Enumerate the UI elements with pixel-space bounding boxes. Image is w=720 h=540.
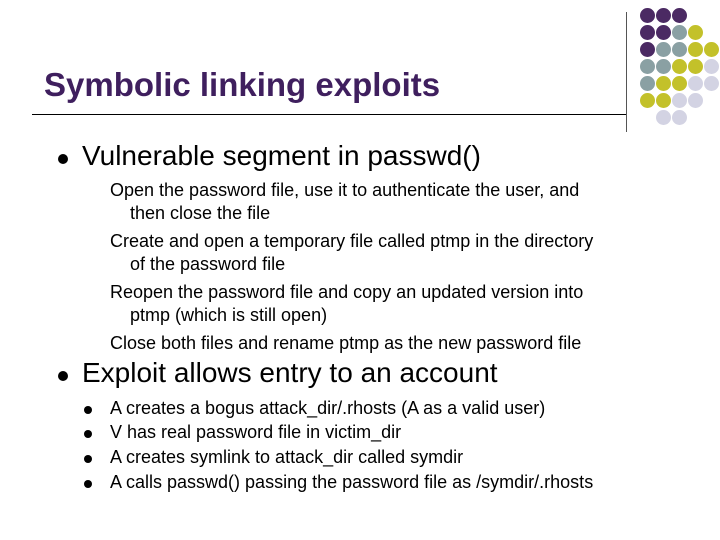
bullet-icon: [84, 455, 92, 463]
dot: [656, 110, 671, 125]
sub-item: [110, 281, 583, 326]
dot: [640, 42, 655, 57]
bullet-icon: [84, 480, 92, 488]
sub-item-line: Open the password file, use it to authenticate the user, and: [110, 180, 580, 200]
dot: [640, 8, 655, 23]
sub-item: A creates a bogus attack_dir/.rhosts (A as a valid user): [110, 398, 546, 418]
dot: [640, 59, 655, 74]
bullet-heading: Exploit allows entry to an account: [82, 357, 498, 388]
dot: [656, 8, 671, 23]
dot: [656, 59, 671, 74]
dot: [672, 8, 687, 23]
dot: [656, 25, 671, 40]
dot: [640, 25, 655, 40]
sub-item: A calls passwd() passing the password file as /symdir/.rhosts: [110, 472, 594, 492]
title-divider-vertical: [626, 12, 627, 132]
sub-item-line: Reopen the password file and copy an updated version into: [110, 282, 584, 302]
dot: [688, 59, 703, 74]
dot: [688, 42, 703, 57]
dot: [672, 42, 687, 57]
dot: [656, 42, 671, 57]
dot: [704, 76, 719, 91]
dot: [672, 25, 687, 40]
dot: [672, 93, 687, 108]
dot: [672, 59, 687, 74]
bullet-icon: [58, 371, 68, 381]
bullet-icon: [58, 154, 68, 164]
title-divider-horizontal: [32, 114, 626, 115]
sub-item: [110, 179, 579, 224]
sub-item-line: of the password file: [130, 253, 286, 274]
sub-item-line: ptmp (which is still open): [130, 304, 328, 325]
dot: [656, 93, 671, 108]
slide-title: Symbolic linking exploits: [44, 66, 441, 103]
dot: [704, 42, 719, 57]
dot: [688, 93, 703, 108]
bullet-icon: [84, 406, 92, 414]
decorative-dot-grid: [637, 8, 720, 148]
dot: [688, 76, 703, 91]
sub-item-line: then close the file: [130, 202, 271, 223]
sub-item-line: Create and open a temporary file called ptmp in the directory: [110, 231, 594, 251]
dot: [688, 25, 703, 40]
dot: [640, 93, 655, 108]
dot: [672, 76, 687, 91]
sub-item: [110, 332, 581, 355]
sub-item: A creates symlink to attack_dir called symdir: [110, 447, 464, 467]
sub-item: V has real password file in victim_dir: [110, 422, 402, 442]
dot: [640, 76, 655, 91]
sub-item-line: Close both files and rename ptmp as the new password file: [110, 333, 582, 353]
bullet-icon: [84, 430, 92, 438]
dot: [656, 76, 671, 91]
sub-item: [110, 230, 593, 275]
dot: [672, 110, 687, 125]
bullet-heading: Vulnerable segment in passwd(): [82, 140, 481, 171]
dot: [704, 59, 719, 74]
